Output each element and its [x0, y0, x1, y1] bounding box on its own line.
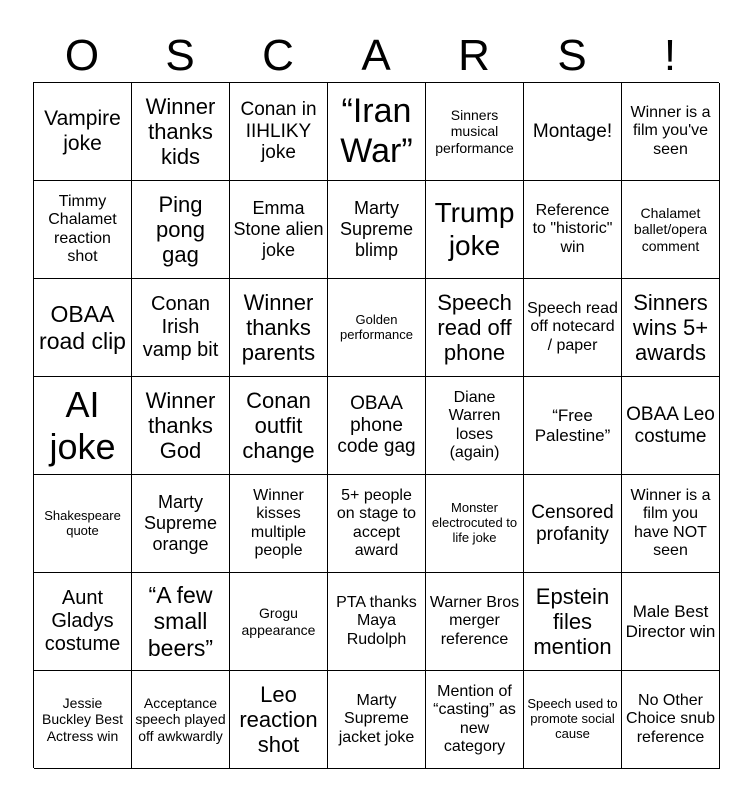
cell-text: Conan outfit change	[242, 387, 315, 464]
bingo-cell[interactable]	[132, 83, 230, 181]
cell-text: Shakespeare quote	[44, 507, 121, 538]
cell-text: Aunt Gladys costume	[44, 587, 121, 655]
cell-text: Winner is a film you have NOT seen	[630, 486, 711, 559]
cell-text: Timmy Chalamet reaction shot	[48, 192, 117, 265]
bingo-cell[interactable]	[622, 181, 720, 279]
bingo-cell[interactable]	[132, 671, 230, 769]
cell-text: Winner thanks parents	[241, 289, 316, 366]
title-letter-r: R	[458, 31, 490, 80]
cell-text: Speech read off notecard / paper	[527, 299, 618, 354]
bingo-cell[interactable]	[132, 377, 230, 475]
bingo-cell[interactable]	[328, 377, 426, 475]
cell-text: PTA thanks Maya Rudolph	[336, 593, 417, 648]
bingo-cell[interactable]	[230, 279, 328, 377]
bingo-cell[interactable]	[230, 671, 328, 769]
bingo-cell[interactable]	[426, 279, 524, 377]
title-letter-o: O	[64, 31, 100, 80]
bingo-cell[interactable]	[426, 573, 524, 671]
cell-text: Sinners wins 5+ awards	[632, 289, 709, 366]
title-letter-a: A	[361, 31, 391, 80]
cell-text: Winner thanks God	[145, 387, 216, 464]
cell-text: Conan Irish vamp bit	[142, 293, 219, 361]
cell-text: Jessie Buckley Best Actress win	[42, 695, 123, 744]
cell-text: No Other Choice snub reference	[626, 691, 715, 746]
cell-text: Diane Warren loses (again)	[448, 388, 501, 461]
cell-text: Reference to "historic" win	[532, 201, 613, 256]
title-letter-c: C	[262, 31, 294, 80]
bingo-cell[interactable]	[622, 671, 720, 769]
bingo-cell[interactable]	[34, 279, 132, 377]
cell-text: Emma Stone alien joke	[233, 198, 324, 260]
bingo-cell[interactable]	[34, 377, 132, 475]
cell-text: 5+ people on stage to accept award	[336, 486, 417, 559]
bingo-cell[interactable]	[426, 671, 524, 769]
bingo-cell[interactable]	[524, 83, 622, 181]
cell-text: Monster electrocuted to life joke	[431, 500, 518, 545]
cell-text: Winner kisses multiple people	[250, 486, 307, 559]
bingo-cell[interactable]	[426, 475, 524, 573]
cell-text: OBAA Leo costume	[626, 403, 715, 447]
cell-text: Leo reaction shot	[239, 681, 318, 758]
bingo-cell[interactable]	[524, 181, 622, 279]
bingo-cell[interactable]	[426, 181, 524, 279]
title-letter-s: S	[165, 31, 195, 80]
bingo-cell[interactable]	[132, 475, 230, 573]
bingo-cell[interactable]	[34, 181, 132, 279]
bingo-cell[interactable]	[230, 475, 328, 573]
bingo-cell[interactable]	[34, 671, 132, 769]
bingo-cell[interactable]	[34, 475, 132, 573]
cell-text: Acceptance speech played off awkwardly	[135, 695, 226, 744]
bingo-cell[interactable]	[524, 475, 622, 573]
cell-text: OBAA phone code gag	[337, 392, 416, 458]
bingo-cell[interactable]	[230, 83, 328, 181]
bingo-cell[interactable]	[328, 671, 426, 769]
bingo-cell[interactable]	[622, 475, 720, 573]
cell-text: Sinners musical performance	[435, 107, 514, 156]
bingo-cell[interactable]	[426, 83, 524, 181]
bingo-cell[interactable]	[328, 573, 426, 671]
cell-text: Conan in IIHLIKY joke	[240, 98, 317, 164]
cell-text: “Free Palestine”	[534, 405, 611, 445]
bingo-title	[33, 30, 719, 82]
bingo-cell[interactable]	[230, 573, 328, 671]
bingo-cell[interactable]	[524, 671, 622, 769]
bingo-cell[interactable]	[622, 573, 720, 671]
bingo-cell[interactable]	[622, 83, 720, 181]
cell-text: Speech read off phone	[437, 289, 512, 366]
bingo-cell[interactable]	[524, 279, 622, 377]
bingo-cell[interactable]	[34, 83, 132, 181]
bingo-cell[interactable]	[622, 279, 720, 377]
cell-text: Ping pong gag	[156, 191, 205, 268]
cell-text: “Iran War”	[340, 92, 413, 170]
bingo-cell[interactable]	[132, 279, 230, 377]
bingo-cell[interactable]	[524, 573, 622, 671]
cell-text: Trump joke	[434, 197, 515, 261]
cell-text: Censored profanity	[531, 501, 614, 545]
bingo-cell[interactable]	[132, 181, 230, 279]
cell-text: Vampire joke	[44, 107, 121, 155]
cell-text: OBAA road clip	[39, 301, 126, 354]
cell-text: Winner is a film you've seen	[630, 103, 711, 158]
cell-text: Chalamet ballet/opera comment	[633, 205, 708, 254]
bingo-cell[interactable]	[34, 573, 132, 671]
cell-text: AI joke	[49, 384, 116, 467]
bingo-cell[interactable]	[230, 181, 328, 279]
bingo-cell[interactable]	[426, 377, 524, 475]
bingo-cell[interactable]	[524, 377, 622, 475]
title-letter-exclaim: !	[663, 31, 677, 80]
cell-text: Marty Supreme jacket joke	[338, 691, 415, 746]
cell-text: Speech used to promote social cause	[527, 696, 618, 741]
cell-text: “A few small beers”	[147, 581, 214, 661]
title-letter-s2: S	[557, 31, 587, 80]
cell-text: Epstein files mention	[533, 583, 612, 660]
cell-text: Montage!	[532, 120, 613, 142]
cell-text: Winner thanks kids	[145, 93, 216, 170]
cell-text: Marty Supreme blimp	[339, 198, 414, 260]
bingo-cell[interactable]	[328, 83, 426, 181]
cell-text: Warner Bros merger reference	[429, 593, 520, 648]
bingo-board	[33, 82, 719, 768]
cell-text: Grogu appearance	[241, 605, 316, 638]
bingo-cell[interactable]	[230, 377, 328, 475]
bingo-cell[interactable]	[622, 377, 720, 475]
bingo-cell[interactable]	[328, 181, 426, 279]
bingo-cell[interactable]	[328, 475, 426, 573]
cell-text: Golden performance	[340, 311, 413, 342]
bingo-cell[interactable]	[328, 279, 426, 377]
cell-text: Mention of “casting” as new category	[433, 682, 516, 755]
bingo-cell[interactable]	[132, 573, 230, 671]
cell-text: Male Best Director win	[625, 601, 716, 641]
cell-text: Marty Supreme orange	[143, 492, 218, 554]
